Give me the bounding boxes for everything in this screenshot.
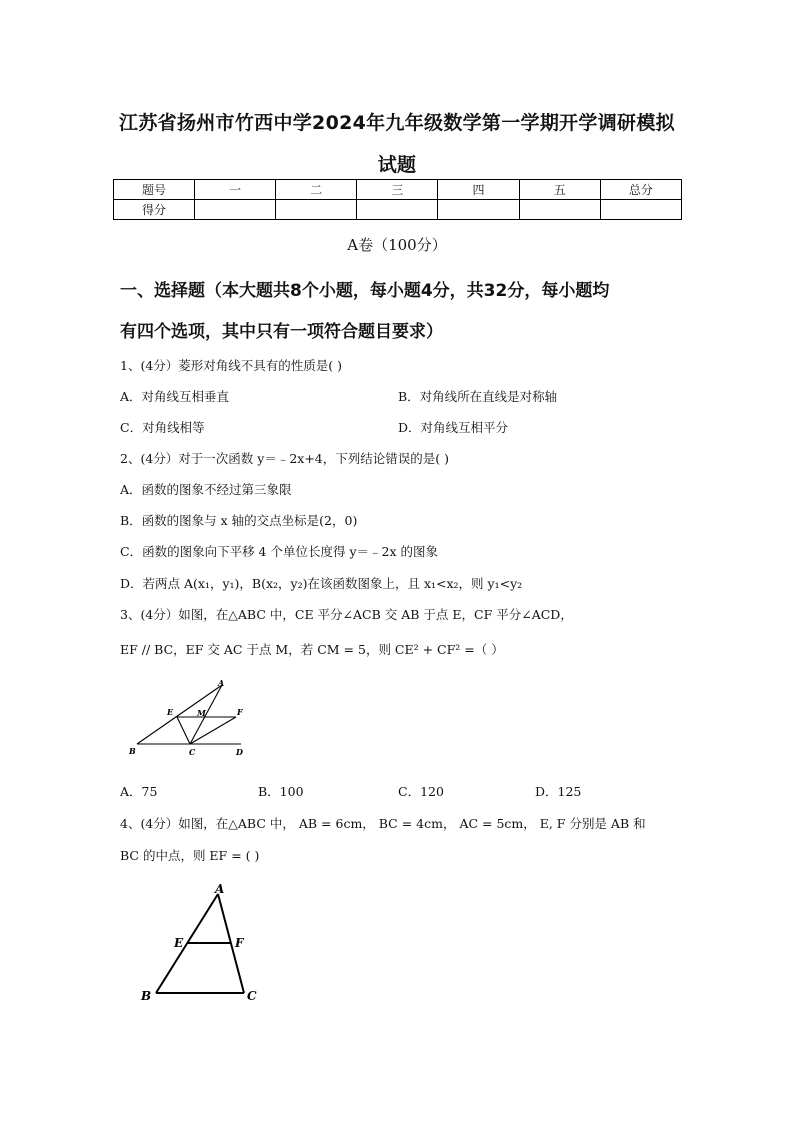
q2-stem: 2、(4分）对于一次函数 y＝﹣2x+4，下列结论错误的是( ) bbox=[120, 451, 449, 466]
q4-label-a: A bbox=[215, 882, 225, 896]
q4-stem-line2: BC 的中点，则 EF = ( ) bbox=[120, 848, 260, 863]
q3-option-c[interactable]: C．120 bbox=[398, 784, 444, 799]
score-header-cell: 总分 bbox=[600, 180, 681, 200]
q3-stem-line2: EF // BC，EF 交 AC 于点 M，若 CM = 5，则 CE² + CF² =（ ） bbox=[120, 642, 504, 657]
score-header-cell: 五 bbox=[519, 180, 600, 200]
score-header-cell: 题号 bbox=[114, 180, 195, 200]
q4-figure bbox=[136, 880, 266, 1010]
score-row-label: 得分 bbox=[114, 200, 195, 220]
q4-label-c: C bbox=[247, 989, 257, 1003]
q2-option-b[interactable]: B．函数的图象与 x 轴的交点坐标是(2，0) bbox=[120, 513, 358, 528]
score-table-header-row bbox=[114, 180, 682, 200]
score-cell[interactable] bbox=[519, 200, 600, 220]
score-cell[interactable] bbox=[195, 200, 276, 220]
q3-label-b: B bbox=[129, 746, 136, 756]
q1-option-a[interactable]: A．对角线互相垂直 bbox=[120, 389, 230, 404]
q1-option-d[interactable]: D．对角线互相平分 bbox=[398, 420, 509, 435]
q3-label-f: F bbox=[237, 707, 243, 717]
q3-label-e: E bbox=[167, 707, 174, 717]
section-a-heading: A卷（100分） bbox=[347, 236, 447, 254]
score-cell[interactable] bbox=[357, 200, 438, 220]
score-cell[interactable] bbox=[276, 200, 357, 220]
q3-option-b[interactable]: B．100 bbox=[258, 784, 304, 799]
q3-label-c: C bbox=[189, 747, 196, 757]
q3-figure bbox=[120, 674, 250, 764]
page-title-line1: 江苏省扬州市竹西中学2024年九年级数学第一学期开学调研模拟 bbox=[119, 112, 675, 134]
score-cell[interactable] bbox=[438, 200, 519, 220]
q2-option-d[interactable]: D．若两点 A(x₁，y₁)，B(x₂，y₂)在该函数图象上，且 x₁<x₂，则 y₁<y₂ bbox=[120, 576, 523, 591]
score-table bbox=[113, 179, 682, 220]
q3-option-d[interactable]: D．125 bbox=[535, 784, 582, 799]
q3-label-a: A bbox=[218, 678, 225, 688]
q1-option-c[interactable]: C．对角线相等 bbox=[120, 420, 205, 435]
part1-heading-line2: 有四个选项，其中只有一项符合题目要求） bbox=[120, 322, 443, 342]
q2-option-c[interactable]: C．函数的图象向下平移 4 个单位长度得 y＝﹣2x 的图象 bbox=[120, 544, 438, 559]
q3-label-d: D bbox=[236, 747, 243, 757]
q4-stem-line1: 4、(4分）如图，在△ABC 中， AB = 6cm， BC = 4cm， AC = 5cm， E, F 分别是 AB 和 bbox=[120, 816, 646, 831]
q3-label-m: M bbox=[197, 708, 206, 718]
q2-option-a[interactable]: A．函数的图象不经过第三象限 bbox=[120, 482, 292, 497]
q4-label-f: F bbox=[235, 936, 244, 950]
score-header-cell: 二 bbox=[276, 180, 357, 200]
q1-stem: 1、(4分）菱形对角线不具有的性质是( ) bbox=[120, 358, 343, 373]
score-header-cell: 一 bbox=[195, 180, 276, 200]
page-title-line2: 试题 bbox=[377, 154, 417, 176]
score-header-cell: 四 bbox=[438, 180, 519, 200]
part1-heading-line1: 一、选择题（本大题共8个小题，每小题4分，共32分，每小题均 bbox=[120, 281, 610, 301]
q4-label-e: E bbox=[174, 936, 184, 950]
q1-option-b[interactable]: B．对角线所在直线是对称轴 bbox=[398, 389, 558, 404]
q4-label-b: B bbox=[141, 989, 152, 1003]
score-cell[interactable] bbox=[600, 200, 681, 220]
score-table-score-row bbox=[114, 200, 682, 220]
q3-stem-line1: 3、(4分）如图，在△ABC 中，CE 平分∠ACB 交 AB 于点 E，CF 平分∠ACD， bbox=[120, 607, 573, 622]
q3-option-a[interactable]: A．75 bbox=[120, 784, 158, 799]
score-header-cell: 三 bbox=[357, 180, 438, 200]
